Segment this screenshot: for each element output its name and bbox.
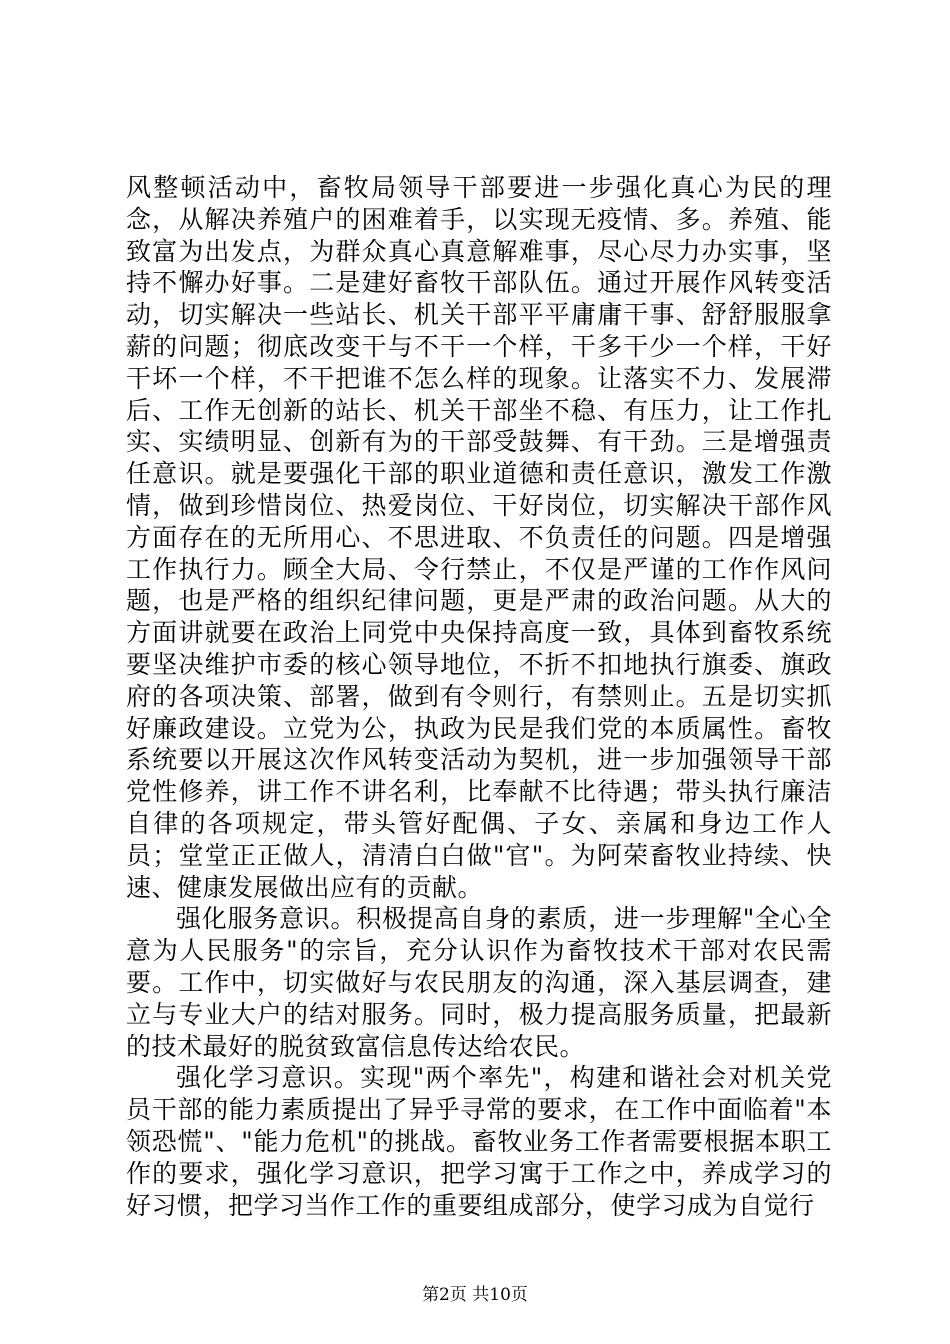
paragraph-2: 强化服务意识。积极提高自身的素质，进一步理解"全心全意为人民服务"的宗旨，充分认识作为畜牧技术干部对农民需要。工作中，切实做好与农民朋友的沟通，深入基层调查，建立与专业大户的结对服务。同时，极力提高服务质量，把最新的技术最好的脱贫致富信息传达给农民。 (126, 904, 832, 1061)
paragraph-3: 强化学习意识。实现"两个率先"，构建和谐社会对机关党员干部的能力素质提出了异乎寻常的要求，在工作中面临着"本领恐慌"、"能力危机"的挑战。畜牧业务工作者需要根据本职工作的要求，强化学习意识，把学习寓于工作之中，养成学习的好习惯，把学习当作工作的重要组成部分，使学习成为自觉行 (126, 1063, 832, 1220)
paragraph-1: 风整顿活动中，畜牧局领导干部要进一步强化真心为民的理念，从解决养殖户的困难着手，以实现无疫情、多。养殖、能致富为出发点，为群众真心真意解难事，尽心尽力办实事，坚持不懈办好事。二是建好畜牧干部队伍。通过开展作风转变活动，切实解决一些站长、机关干部平平庸庸干事、舒舒服服拿薪的问题；彻底改变干与不干一个样，干多干少一个样，干好干坏一个样，不干把谁不怎么样的现象。让落实不力、发展滞后、工作无创新的站长、机关干部坐不稳、有压力，让工作扎实、实绩明显、创新有为的干部受鼓舞、有干劲。三是增强责任意识。就是要强化干部的职业道德和责任意识，激发工作激情，做到珍惜岗位、热爱岗位、干好岗位，切实解决干部作风方面存在的无所用心、不思进取、不负责任的问题。四是增强工作执行力。顾全大局、令行禁止，不仅是严谨的工作作风问题，也是严格的组织纪律问题，更是严肃的政治问题。从大的方面讲就要在政治上同党中央保持高度一致，具体到畜牧系统要坚决维护市委的核心领导地位，不折不扣地执行旗委、旗政府的各项决策、部署，做到有令则行，有禁则止。五是切实抓好廉政建设。立党为公，执政为民是我们党的本质属性。畜牧系统要以开展这次作风转变活动为契机，进一步加强领导干部党性修养，讲工作不讲名利，比奉献不比待遇；带头执行廉洁自律的各项规定，带头管好配偶、子女、亲属和身边工作人员；堂堂正正做人，清清白白做"官"。为阿荣畜牧业持续、快速、健康发展做出应有的贡献。 (126, 173, 832, 902)
page-number-footer: 第2页 共10页 (422, 1285, 528, 1305)
document-body (126, 172, 832, 1221)
